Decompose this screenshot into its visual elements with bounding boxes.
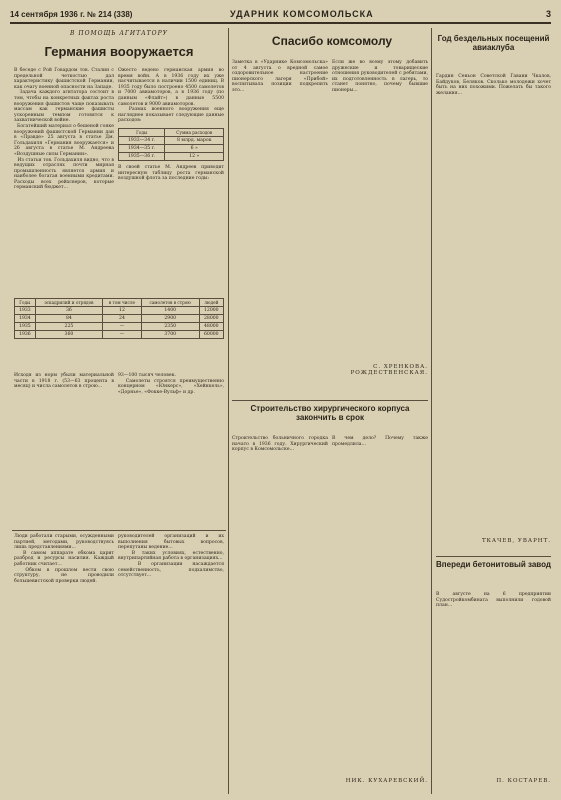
newspaper-name: УДАРНИК КОМСОМОЛЬСКА bbox=[230, 9, 374, 19]
table-cell: 28000 bbox=[199, 315, 223, 323]
signature-2: РОЖДЕСТВЕНСКАЯ. bbox=[350, 370, 428, 376]
table-row bbox=[15, 331, 224, 339]
budget-header-sum: Сумма расходов bbox=[165, 128, 224, 136]
surgery-signature: НИК. КУХАРЕВСКИЙ. bbox=[345, 778, 428, 784]
concrete-title: Впереди бетонитовый завод bbox=[436, 560, 551, 569]
aviaclub-title-box bbox=[436, 34, 551, 74]
table-cell: 12000 bbox=[199, 307, 223, 315]
table-cell: 24 bbox=[103, 315, 142, 323]
komsomol-signatures bbox=[332, 364, 428, 394]
germany-title-box bbox=[12, 44, 226, 66]
signature-1: С. ХРЕНКОВА. bbox=[373, 364, 428, 370]
concrete-signature: П. КОСТАРЕВ. bbox=[496, 778, 551, 784]
table-cell: 360 bbox=[35, 331, 102, 339]
komsomol-title-box bbox=[232, 34, 432, 58]
table-cell: 12 bbox=[103, 307, 142, 315]
komsomol-col2: Если же во всему этому добавить дружеские и товарищеские отношения руководителей с ребятами, их подготовленность в лагерь, то станет понятно, почему бывшие пионеры... bbox=[332, 60, 430, 93]
germany-col1: В беседе с Рой Говардом тов. Сталин с предельной четкостью дал характеристику фашистской Германии, как очагу военной опасности на Западе. Задача каждого агитатора состоит в том, чтобы на конкретных фактах роста вооружения фашистов чаще показывать массам как германские фашисты ускоренным темпом готовятся к захватнической войне. Богатейший материал о бешеной гонке вооружений фашистской Германии дан в «Правде» 25 августа в статье Дм. Гольдахиля «Германия вооружается» и 26 августа в статье М. Андреева «Воздушные силы Германии». Из статьи тов. Гольдахиля видно, что в ведущих отраслях почти мирная промышленность является армия и наиболее богатая военными кредитами. Расходы всех рейхсверов, которые германский бюджет... bbox=[14, 68, 115, 191]
germany-col2: Ожесто ведено германская армия во время войн. А в 1936 году их уже насчитывается в наличии 1500 единиц. В 1935 году было построено 4500 самолетов и 7000 авиамоторов, а в 1936 году (по данным «Флайт») в данные 5500 самолетов и 9000 авиамоторов. Размах военного вооружения еще нагляднее показывает следующие данные расходов: bbox=[118, 68, 225, 124]
germany-col1c: Исходя из норм убыли материальной части в 1918 г. (53—63 процента в месяц) и числа самолетов в строю... bbox=[14, 373, 116, 390]
airforce-table-box bbox=[14, 298, 224, 370]
table-cell: 8 млрд. марок bbox=[165, 136, 224, 144]
germany-title: Германия вооружается bbox=[44, 44, 194, 59]
table-cell: 225 bbox=[35, 323, 102, 331]
concrete-text: В августе на 6 предприятии Судостройкомбината выполнили годовой план... bbox=[436, 592, 553, 609]
table-cell: 36 bbox=[35, 307, 102, 315]
table-cell: 1935—36 г. bbox=[119, 152, 165, 160]
divider bbox=[431, 28, 432, 794]
table-cell: 1935 bbox=[15, 323, 36, 331]
table-cell: 1934 bbox=[15, 315, 36, 323]
divider bbox=[228, 28, 229, 794]
divider bbox=[232, 400, 428, 401]
table-cell: 48000 bbox=[199, 323, 223, 331]
table-cell: 2350 bbox=[141, 323, 199, 331]
divider bbox=[436, 556, 551, 557]
table-cell: 60000 bbox=[199, 331, 223, 339]
page-number: 3 bbox=[545, 9, 551, 19]
table-header: самолетов в строю bbox=[141, 299, 199, 307]
table-cell: 1936 bbox=[15, 331, 36, 339]
surgery-col1: Строительство больничного городка начато в 1936 году. Хирургический корпус в Комсомольске... bbox=[232, 436, 330, 453]
surgery-title-box bbox=[232, 404, 428, 434]
table-cell: 6 » bbox=[165, 144, 224, 152]
table-cell: 3700 bbox=[141, 331, 199, 339]
table-row bbox=[15, 315, 224, 323]
surgery-title: Строительство хирургического корпуса закончить в срок bbox=[250, 404, 410, 422]
concrete-signature-box bbox=[436, 778, 551, 792]
table-header: Годы bbox=[15, 299, 36, 307]
table-cell: 1400 bbox=[141, 307, 199, 315]
table-cell: 12 » bbox=[165, 152, 224, 160]
komsomol-title: Спасибо комсомолу bbox=[271, 34, 393, 48]
airforce-table bbox=[14, 298, 224, 339]
lower-left-col1: Люди работали старыми, осужденными партией, методами, руководствуясь лишь представлениями... В самом аппарате обкома царит разброд и ресурсы насилия. Каждый работник считает... Обком в прошлом вести свою структуру, не проводили большевистской проверки людей. bbox=[14, 534, 114, 584]
table-cell: 84 bbox=[35, 315, 102, 323]
divider bbox=[12, 530, 226, 531]
concrete-title-box bbox=[436, 560, 551, 590]
table-cell: — bbox=[103, 331, 142, 339]
table-header: людей bbox=[199, 299, 223, 307]
surgery-col2: В чем дело? Почему также промедлила... bbox=[332, 436, 430, 447]
aviaclub-signature-box bbox=[436, 538, 551, 554]
table-cell: 1933—34 г. bbox=[119, 136, 165, 144]
table-header: эскадрилий и отрядов bbox=[35, 299, 102, 307]
table-row bbox=[15, 323, 224, 331]
germany-col2-box bbox=[118, 68, 224, 292]
table-row bbox=[15, 307, 224, 315]
budget-table bbox=[118, 128, 224, 161]
aviaclub-text: Гардин Сеньон Советской Гавани Чкалов, Байдуков, Беляков. Сколько молодежи хочет быть на них похожими. Пожелать бы такого желания... bbox=[436, 74, 553, 96]
aviaclub-title: Год бездельных посещений авиаклуба bbox=[437, 34, 550, 52]
aviaclub-signature: ТКАЧЕВ, УВАРНТ. bbox=[482, 538, 551, 544]
issue-date: 14 сентября 1936 г. № 214 (338) bbox=[10, 10, 133, 19]
germany-col2c: 93—100 тысяч человек. Самолеты строятся преимущественно концерном «Юнкерс», «Хейнкель», «Дорнье», «Фокке-Вульф» и др. bbox=[118, 373, 225, 395]
page-header bbox=[10, 8, 551, 24]
lower-left-col2: руководителей организаций и их выполнения бытовых вопросов, перепутаны ведение... В таких условиях, естественно, внутрипартийная работа в организациях... В организации насаждается семейственность, подхалимство, отсутствует... bbox=[118, 534, 224, 579]
table-cell: 1933 bbox=[15, 307, 36, 315]
table-cell: 2900 bbox=[141, 315, 199, 323]
table-cell: — bbox=[103, 323, 142, 331]
agitator-rubric: В ПОМОЩЬ АГИТАТОРУ bbox=[70, 30, 168, 37]
table-header: в том числе bbox=[103, 299, 142, 307]
germany-col2b: В своей статье М. Андреев приводит интересную таблицу роста германской воздушной флота за последние годы: bbox=[118, 164, 226, 182]
table-cell: 1934—35 г. bbox=[119, 144, 165, 152]
komsomol-col1: Заметка в «Ударнике Комсомольска» от 4 августа о вредной самое оздоровительное настроение пионерского лагеря «Прибой» воспитывала позиции подкрепить это... bbox=[232, 60, 330, 93]
budget-header-year: Годы bbox=[119, 128, 165, 136]
surgery-signature-box bbox=[332, 778, 428, 792]
